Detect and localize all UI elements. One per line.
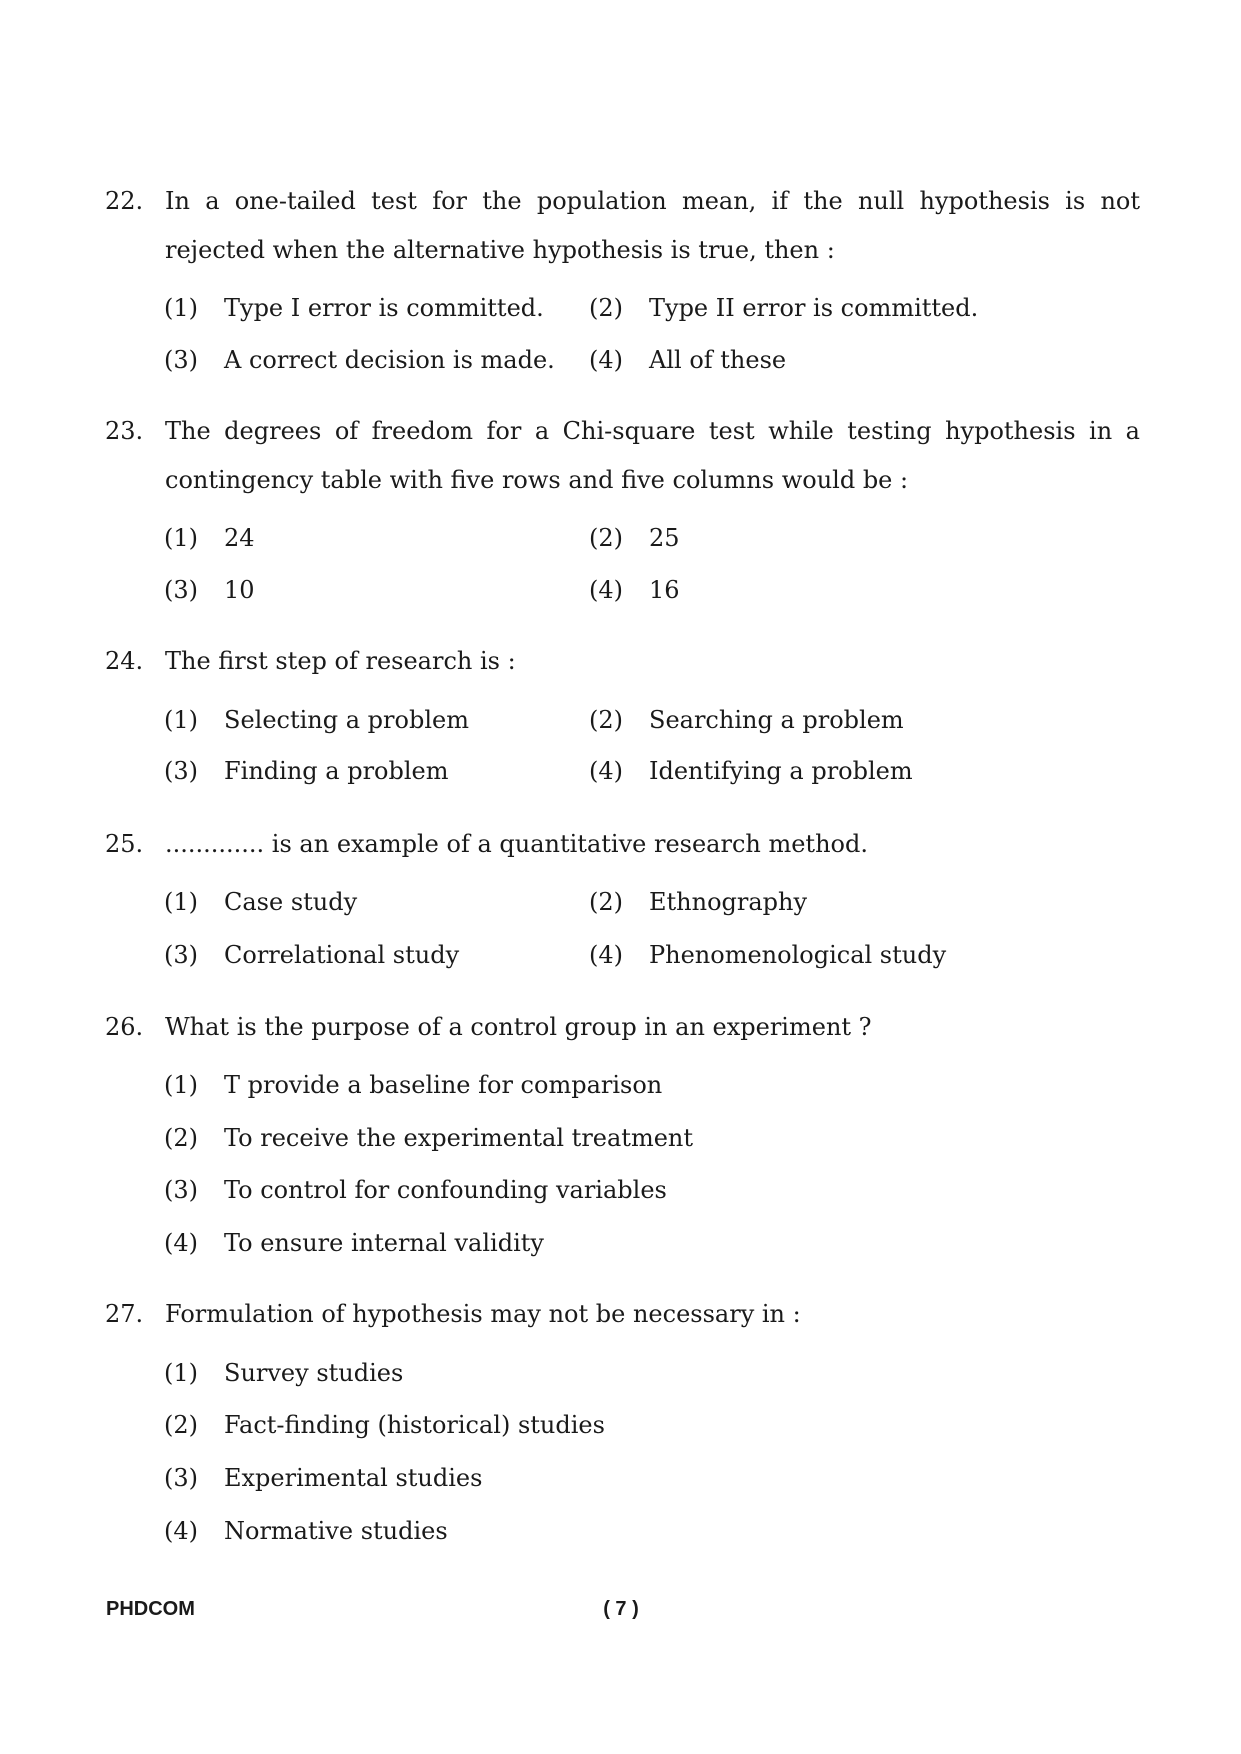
option-text: 25 [649, 524, 680, 552]
option-number: (2) [164, 1411, 198, 1439]
option-number: (1) [164, 888, 198, 916]
question-text: Formulation of hypothesis may not be necessary in : [165, 1300, 801, 1328]
option-number: (3) [164, 757, 198, 785]
option-text: 10 [224, 576, 255, 604]
option-number: (3) [164, 1464, 198, 1492]
option-text: To receive the experimental treatment [224, 1124, 694, 1152]
option-number: (1) [164, 1359, 198, 1387]
option-number: (2) [589, 524, 623, 552]
question-text: What is the purpose of a control group in an experiment ? [165, 1013, 872, 1041]
question-number: 25. [105, 830, 144, 858]
option-text: Experimental studies [224, 1464, 483, 1492]
option-text: Searching a problem [649, 706, 904, 734]
option-text: Ethnography [649, 888, 808, 916]
option-text: T provide a baseline for comparison [224, 1071, 663, 1099]
option-text: 16 [649, 576, 680, 604]
option-number: (3) [164, 576, 198, 604]
option-text: Correlational study [224, 941, 460, 969]
question-number: 26. [105, 1013, 144, 1041]
option-text: To ensure internal validity [224, 1229, 544, 1257]
option-text: 24 [224, 524, 255, 552]
option-text: Identifying a problem [649, 757, 913, 785]
option-number: (1) [164, 294, 198, 322]
option-number: (4) [589, 576, 623, 604]
option-number: (1) [164, 706, 198, 734]
page-number: ( 7 ) [603, 1598, 639, 1620]
option-text: Type I error is committed. [224, 294, 544, 322]
option-number: (1) [164, 524, 198, 552]
option-text: All of these [649, 346, 787, 374]
question-text: In a one-tailed test for the population mean, if the null hypothesis is not rejected when the alternative hypothesis is true, then : [165, 187, 1140, 264]
option-text: Case study [224, 888, 358, 916]
question-number: 23. [105, 417, 144, 445]
question-text: The degrees of freedom for a Chi-square test while testing hypothesis in a contingency table with five rows and five columns would be : [165, 417, 1140, 494]
option-number: (4) [164, 1517, 198, 1545]
option-number: (4) [589, 757, 623, 785]
option-number: (3) [164, 1176, 198, 1204]
option-number: (3) [164, 941, 198, 969]
option-number: (4) [164, 1229, 198, 1257]
option-text: Phenomenological study [649, 941, 947, 969]
question-text: ............. is an example of a quantitative research method. [165, 830, 868, 858]
option-number: (2) [589, 294, 623, 322]
option-number: (4) [589, 941, 623, 969]
option-text: Survey studies [224, 1359, 404, 1387]
option-text: Type II error is committed. [649, 294, 979, 322]
option-text: A correct decision is made. [224, 346, 555, 374]
paper-code: PHDCOM [106, 1598, 195, 1620]
option-text: To control for confounding variables [224, 1176, 667, 1204]
option-number: (2) [589, 888, 623, 916]
question-text: The first step of research is : [165, 647, 516, 675]
option-text: Selecting a problem [224, 706, 469, 734]
option-number: (3) [164, 346, 198, 374]
question-number: 24. [105, 647, 144, 675]
option-number: (1) [164, 1071, 198, 1099]
question-number: 22. [105, 187, 144, 215]
option-text: Fact-finding (historical) studies [224, 1411, 605, 1439]
option-text: Finding a problem [224, 757, 449, 785]
option-number: (4) [589, 346, 623, 374]
option-text: Normative studies [224, 1517, 448, 1545]
question-number: 27. [105, 1300, 144, 1328]
option-number: (2) [589, 706, 623, 734]
option-number: (2) [164, 1124, 198, 1152]
